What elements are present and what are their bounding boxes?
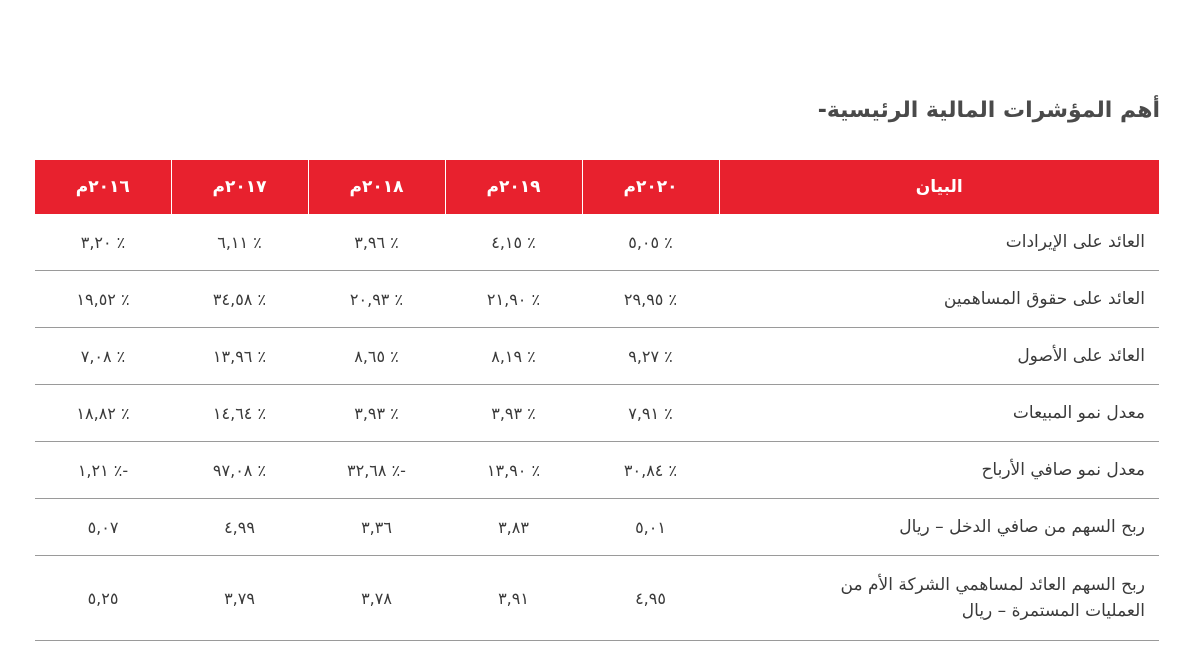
- table-row: [35, 328, 1159, 385]
- cell-2018: ٪ ٨,٦٥: [308, 328, 445, 385]
- cell-2019: ٪ ٤,١٥: [445, 214, 582, 271]
- cell-2017: ٪ ١٤,٦٤: [171, 385, 308, 442]
- financial-indicators-table: [35, 160, 1159, 641]
- row-label: العائد على حقوق المساهمين: [719, 271, 1159, 328]
- section-heading: [782, 90, 1160, 130]
- cell-2020: ٪ ٧,٩١: [582, 385, 719, 442]
- cell-2016: ٥,٢٥: [35, 556, 171, 641]
- row-label: [719, 556, 1159, 641]
- table-header-row: [35, 160, 1159, 214]
- cell-2018: ٣,٣٦: [308, 499, 445, 556]
- cell-2019: ٪ ٣,٩٣: [445, 385, 582, 442]
- cell-2019: ٪ ٨,١٩: [445, 328, 582, 385]
- row-label: العائد على الأصول: [719, 328, 1159, 385]
- cell-2020: ٪ ٢٩,٩٥: [582, 271, 719, 328]
- table-row: [35, 442, 1159, 499]
- cell-2020: ٪ ٥,٠٥: [582, 214, 719, 271]
- cell-2018: ٣,٧٨: [308, 556, 445, 641]
- cell-2018: ٪ ٢٠,٩٣: [308, 271, 445, 328]
- cell-2016: ٪ ١٨,٨٢: [35, 385, 171, 442]
- cell-2020: ٥,٠١: [582, 499, 719, 556]
- row-label: ربح السهم من صافي الدخل – ريال: [719, 499, 1159, 556]
- row-label: معدل نمو المبيعات: [719, 385, 1159, 442]
- cell-2017: ٪ ١٣,٩٦: [171, 328, 308, 385]
- cell-2018: -٪ ٣٢,٦٨: [308, 442, 445, 499]
- cell-2018: ٪ ٣,٩٣: [308, 385, 445, 442]
- cell-2016: ٥,٠٧: [35, 499, 171, 556]
- cell-2016: -٪ ١,٢١: [35, 442, 171, 499]
- cell-2016: ٪ ١٩,٥٢: [35, 271, 171, 328]
- cell-2020: ٪ ٣٠,٨٤: [582, 442, 719, 499]
- table-row: [35, 271, 1159, 328]
- cell-2016: ٪ ٣,٢٠: [35, 214, 171, 271]
- table-row: [35, 385, 1159, 442]
- header-2018: ٢٠١٨م: [308, 160, 445, 214]
- header-statement: البيان: [719, 160, 1159, 214]
- cell-2019: ٣,٩١: [445, 556, 582, 641]
- cell-2017: ٪ ٦,١١: [171, 214, 308, 271]
- header-2016: ٢٠١٦م: [35, 160, 171, 214]
- header-2019: ٢٠١٩م: [445, 160, 582, 214]
- table-row: [35, 556, 1159, 641]
- row-label: العائد على الإيرادات: [719, 214, 1159, 271]
- cell-2017: ٣,٧٩: [171, 556, 308, 641]
- cell-2018: ٪ ٣,٩٦: [308, 214, 445, 271]
- header-2017: ٢٠١٧م: [171, 160, 308, 214]
- cell-2019: ٪ ٢١,٩٠: [445, 271, 582, 328]
- cell-2017: ٤,٩٩: [171, 499, 308, 556]
- cell-2017: ٪ ٩٧,٠٨: [171, 442, 308, 499]
- page-title: أهم المؤشرات المالية الرئيسية: [826, 97, 1160, 123]
- row-label: معدل نمو صافي الأرباح: [719, 442, 1159, 499]
- cell-2016: ٪ ٧,٠٨: [35, 328, 171, 385]
- row-label-line-2: العمليات المستمرة – ريال: [961, 601, 1145, 621]
- table-row: [35, 499, 1159, 556]
- cell-2020: ٤,٩٥: [582, 556, 719, 641]
- table-row: [35, 214, 1159, 271]
- row-label-line-1: ربح السهم العائد لمساهمي الشركة الأم من: [840, 575, 1145, 595]
- cell-2017: ٪ ٣٤,٥٨: [171, 271, 308, 328]
- cell-2019: ٣,٨٣: [445, 499, 582, 556]
- header-2020: ٢٠٢٠م: [582, 160, 719, 214]
- cell-2020: ٪ ٩,٢٧: [582, 328, 719, 385]
- heading-dash: -: [817, 97, 827, 123]
- cell-2019: ٪ ١٣,٩٠: [445, 442, 582, 499]
